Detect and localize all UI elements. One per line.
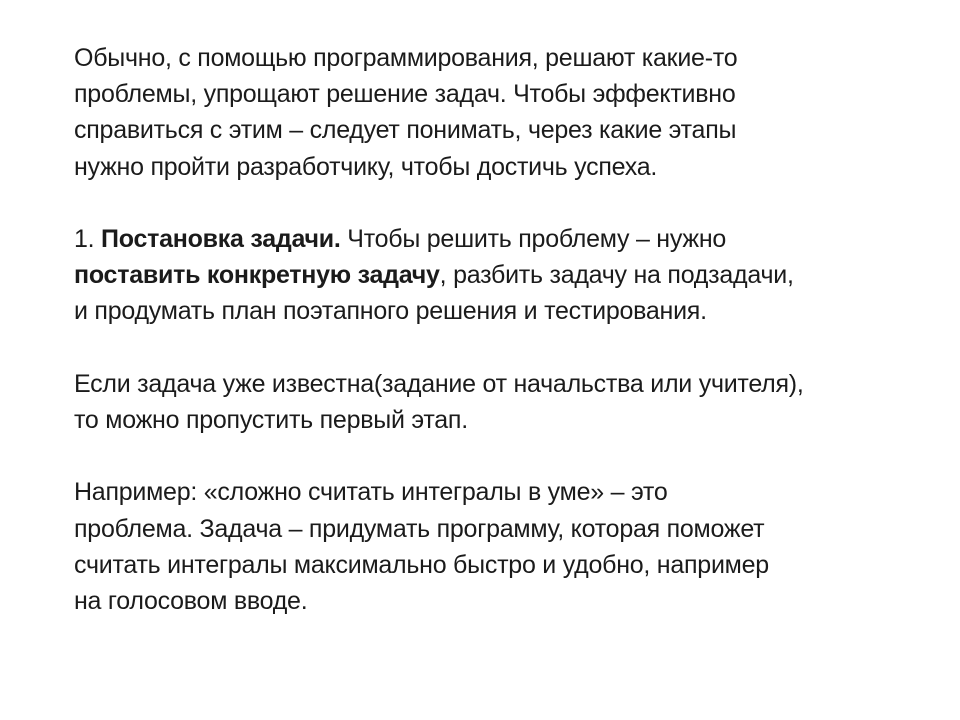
text-line: проблема. Задача – придумать программу, которая поможет (74, 514, 765, 543)
text-line: проблемы, упрощают решение задач. Чтобы эффективно (74, 80, 736, 109)
text-line: нужно пройти разработчику, чтобы достичь успеха. (74, 152, 658, 181)
text-line (74, 257, 924, 293)
step-number: 1. (74, 225, 102, 253)
text-line: считать интегралы максимально быстро и удобно, например (74, 550, 769, 579)
step-title: Постановка задачи. (101, 225, 341, 253)
text-line: на голосовом вводе. (74, 587, 308, 615)
text-line: Если задача уже известна(задание от начальства или учителя), (74, 369, 804, 398)
text-line: справиться с этим – следует понимать, через какие этапы (74, 116, 737, 145)
text-segment: Чтобы решить проблему – нужно (340, 225, 727, 253)
text-line: то можно пропустить первый этап. (74, 406, 468, 434)
step-one-paragraph (74, 221, 924, 330)
text-line: Обычно, с помощью программирования, решают какие-то (74, 44, 738, 72)
intro-paragraph (74, 40, 924, 185)
emphasis-text: поставить конкретную задачу (74, 261, 440, 290)
text-segment: , разбить задачу на подзадачи, (439, 261, 794, 290)
text-line (74, 221, 924, 257)
example-paragraph (74, 474, 924, 619)
text-line: и продумать план поэтапного решения и тестирования. (74, 297, 707, 326)
text-line: Например: «сложно считать интегралы в уме» – это (74, 478, 668, 507)
note-paragraph (74, 366, 924, 438)
slide-text-body (74, 40, 924, 655)
